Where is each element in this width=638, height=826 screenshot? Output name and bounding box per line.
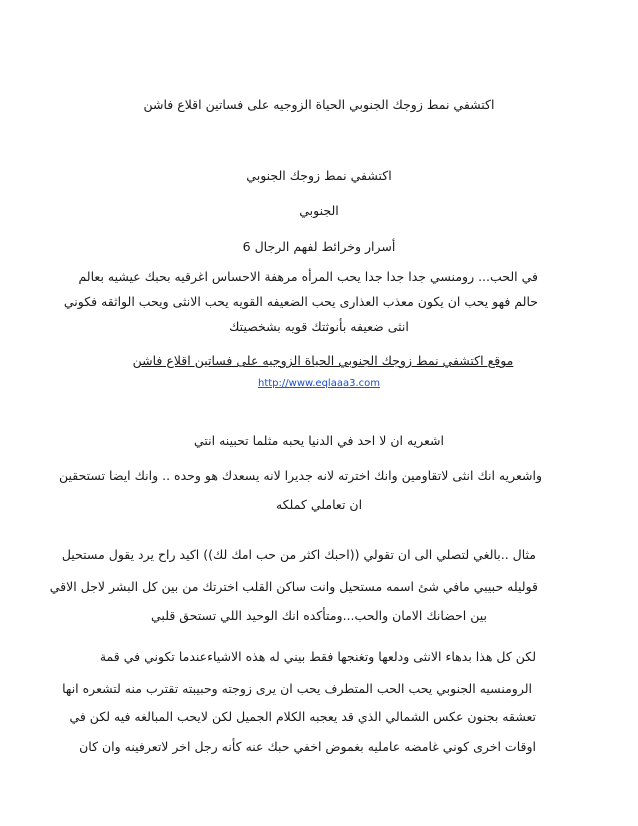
site-url[interactable]: http://www.eqlaaa3.com — [258, 378, 380, 389]
para2-line-1: اشعريه ان لا احد في الدنيا يحبه مثلما تحبينه انتي — [193, 433, 445, 448]
para4-line-4: اوقات اخرى كوني غامضه عامليه بغموض اخفي حبك عنه كأنه رجل اخر لاتعرفينه وان كان — [79, 739, 536, 754]
para4-line-1: لكن كل هذا بدهاء الانثى ودلعها وتغنجها فقط بيني له هذه الاشياءعندما تكوني في قمة — [99, 649, 536, 664]
intro-line-3: انثى ضعيفه بأنوثتك قويه بشخصيتك — [229, 319, 409, 334]
para3-line-1: مثال ..بالغي لتصلي الى ان تقولي ((احبك اكثر من حب امك لك)) اكيد راح يرد يقول مستحيل — [61, 547, 536, 562]
para4-line-2: الرومنسيه الجنوبي يحب الحب المتطرف يحب ان يرى زوجته وحبيبته تقترب منه لتشعره انها — [62, 681, 532, 696]
para2-line-3: ان تعاملي كملكه — [275, 497, 363, 512]
para4-line-3: تعشقه بجنون عكس الشمالي الذي قد يعجبه الكلام الجميل لكن لايحب المبالغه فيه لكن في — [69, 709, 536, 724]
site-link[interactable]: موقع اكتشفي نمط زوجك الجنوبي الحياة الزوجيه على فساتين اقلاع فاشن — [132, 353, 514, 368]
section-title: أسرار وخرائط لفهم الرجال 6 — [242, 239, 396, 254]
intro-line-2: حالم فهو يحب ان يكون معذب العذارى يحب الضعيفه القويه يحب الانثى ويحب الواثقه فكوني — [63, 294, 538, 309]
para3-line-2: قوليله حبيبي مافي شئ اسمه مستحيل وانت ساكن القلب اخترتك من بين كل البشر لاجل الاقي — [49, 579, 538, 594]
para3-line-3: بين احضانك الامان والحب...ومتأكده انك الوحيد اللي تستحق قلبي — [151, 608, 487, 623]
heading: اكتشفي نمط زوجك الجنوبي — [246, 168, 392, 183]
para2-line-2: واشعريه انك انثى لاتقاومين وانك اخترته لانه جديرا لانه يسعدك هو وحده .. وانك ايضا تستحقين — [58, 468, 542, 483]
document-title: اكتشفي نمط زوجك الجنوبي الحياة الزوجيه على فساتين اقلاع فاشن — [143, 97, 495, 112]
site-url-wrap — [0, 373, 638, 393]
intro-line-1: في الحب... رومنسي جدا جدا جدا يحب المرأه مرهفة الاحساس اغرقيه بحبك عيشيه بعالم — [78, 269, 538, 284]
subheading: الجنوبي — [299, 203, 339, 218]
